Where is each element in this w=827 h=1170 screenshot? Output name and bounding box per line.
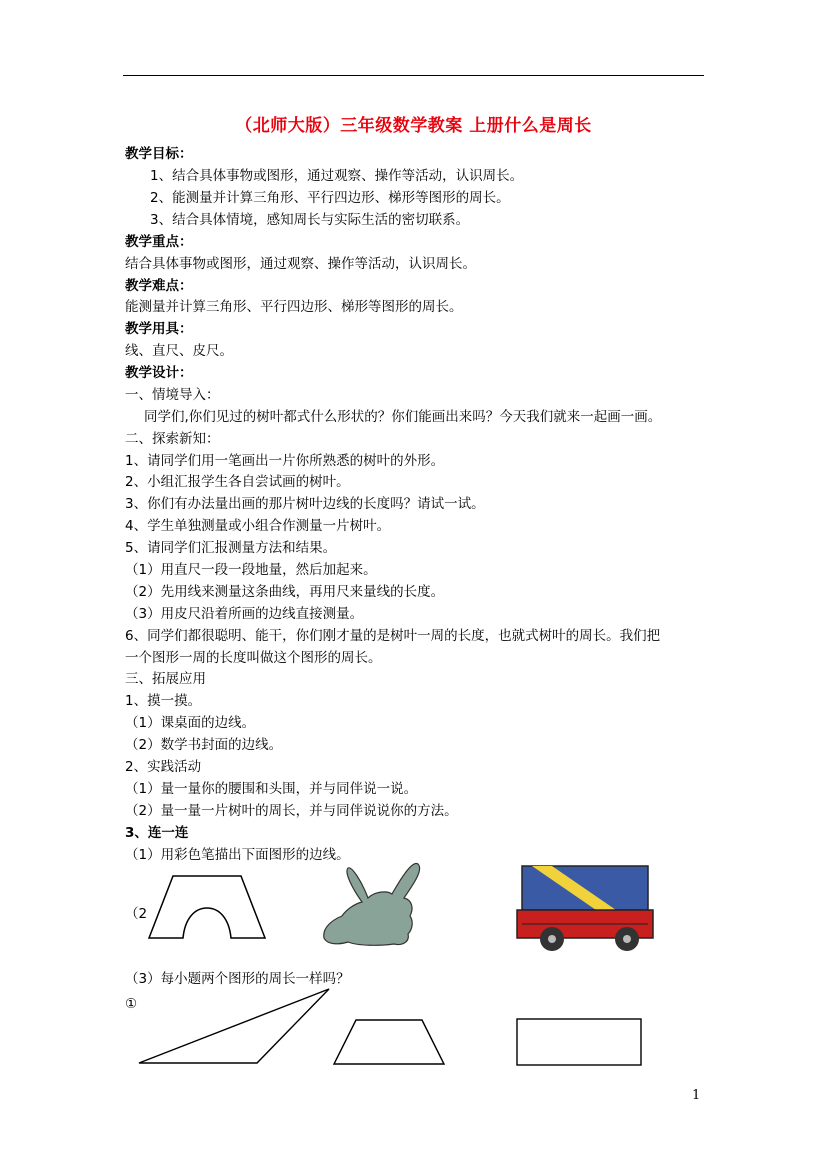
truck-shape xyxy=(512,862,660,954)
paragraph: 同学们,你们见过的树叶都式什么形状的？你们能画出来吗？今天我们就来一起画一画。 xyxy=(144,409,662,425)
section-heading-difficulties: 教学难点： xyxy=(125,278,193,294)
list-item: 4、学生单独测量或小组合作测量一片树叶。 xyxy=(125,518,391,534)
list-item: 2、实践活动 xyxy=(125,759,202,775)
list-item: ① xyxy=(125,996,138,1012)
list-item: （1）用彩色笔描出下面图形的边线。 xyxy=(125,847,350,863)
rabbit-shape xyxy=(318,860,430,948)
list-item: （1）用直尺一段一段地量，然后加起来。 xyxy=(125,562,377,578)
subsection-heading: 三、拓展应用 xyxy=(125,671,206,687)
section-heading-design: 教学设计： xyxy=(125,365,193,381)
list-item: （2 xyxy=(125,906,148,922)
header-rule xyxy=(123,75,704,76)
list-item: （2）量一量一片树叶的周长，并与同伴说说你的方法。 xyxy=(125,803,458,819)
section-heading-goals: 教学目标： xyxy=(125,146,193,162)
paragraph: 线、直尺、皮尺。 xyxy=(125,343,233,359)
paragraph: 结合具体事物或图形，通过观察、操作等活动，认识周长。 xyxy=(125,256,476,272)
document-title: （北师大版）三年级数学教案 上册什么是周长 xyxy=(235,116,592,136)
rectangle-shape xyxy=(514,1016,644,1068)
list-item: 6、同学们都很聪明、能干，你们刚才量的是树叶一周的长度，也就式树叶的周长。我们把 xyxy=(125,628,661,644)
list-item: 一个图形一周的长度叫做这个图形的周长。 xyxy=(125,650,382,666)
list-item: 2、小组汇报学生各自尝试画的树叶。 xyxy=(125,474,350,490)
list-item: 1、摸一摸。 xyxy=(125,693,202,709)
arch-shape xyxy=(145,868,270,943)
list-item: 1、请同学们用一笔画出一片你所熟悉的树叶的外形。 xyxy=(125,453,445,469)
goal-item: 1、结合具体事物或图形，通过观察、操作等活动，认识周长。 xyxy=(150,168,524,184)
subsection-heading: 一、情境导入： xyxy=(125,387,220,403)
list-item: （3）用皮尺沿着所画的边线直接测量。 xyxy=(125,606,364,622)
paragraph: 能测量并计算三角形、平行四边形、梯形等图形的周长。 xyxy=(125,299,463,315)
list-item: （1）量一量你的腰围和头围，并与同伴说一说。 xyxy=(125,781,418,797)
section-heading-key-points: 教学重点： xyxy=(125,234,193,250)
list-item: （3）每小题两个图形的周长一样吗？ xyxy=(125,971,350,987)
list-item: （2）先用线来测量这条曲线，再用尺来量线的长度。 xyxy=(125,584,445,600)
subsection-heading: 二、探索新知： xyxy=(125,431,220,447)
goal-item: 2、能测量并计算三角形、平行四边形、梯形等图形的周长。 xyxy=(150,190,510,206)
trapezoid-shape xyxy=(330,1016,448,1068)
list-item: （1）课桌面的边线。 xyxy=(125,715,256,731)
goal-item: 3、结合具体情境，感知周长与实际生活的密切联系。 xyxy=(150,212,470,228)
page-number: 1 xyxy=(692,1088,701,1103)
list-item: 3、连一连 xyxy=(125,825,189,841)
list-item: 3、你们有办法量出画的那片树叶边线的长度吗？请试一试。 xyxy=(125,496,485,512)
triangle-shape xyxy=(135,985,335,1067)
list-item: （2）数学书封面的边线。 xyxy=(125,737,283,753)
list-item: 5、请同学们汇报测量方法和结果。 xyxy=(125,540,337,556)
section-heading-tools: 教学用具： xyxy=(125,321,193,337)
